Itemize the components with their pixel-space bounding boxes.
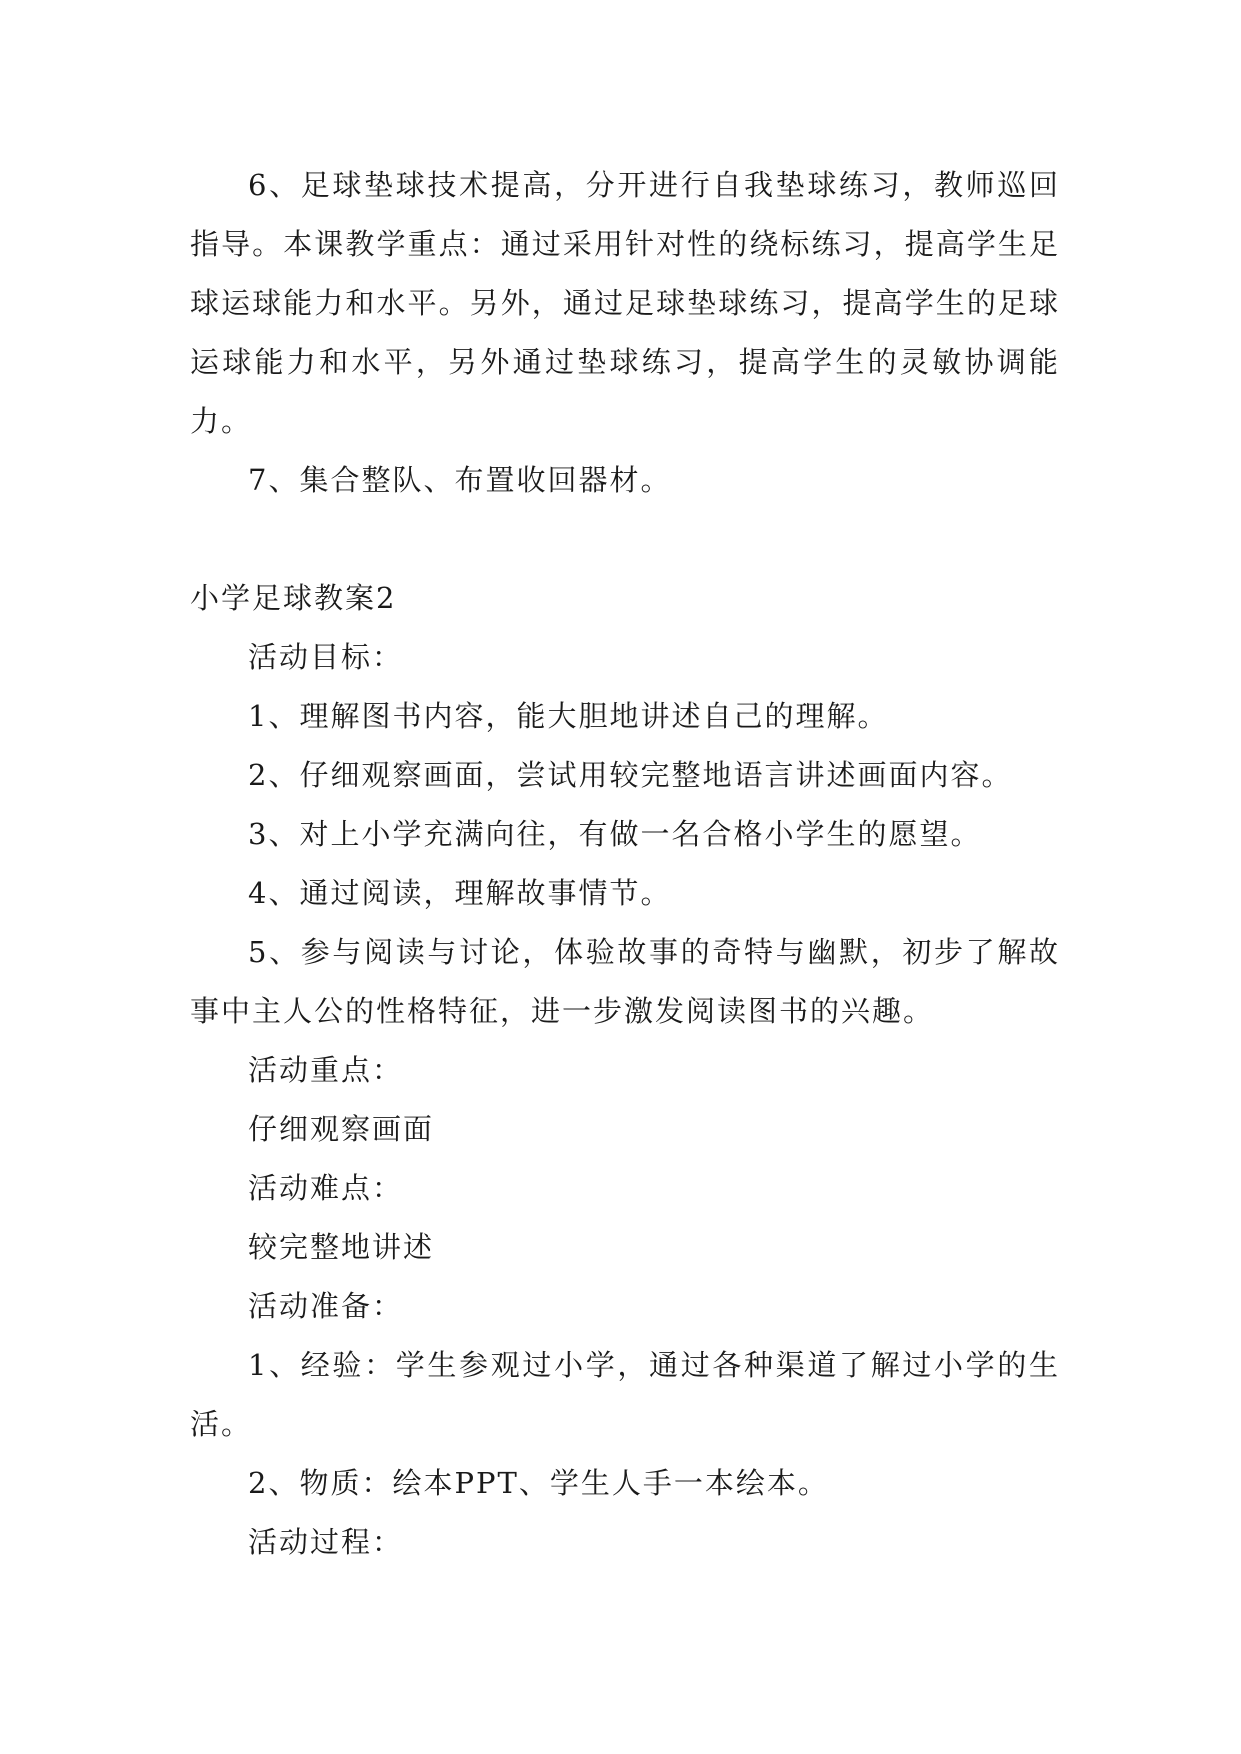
heading-activity-preparation: 活动准备： — [248, 1289, 404, 1323]
goal-item-5: 5、参与阅读与讨论，体验故事的奇特与幽默，初步了解故事中主人公的性格特征，进一步激发阅读图书的兴趣。 — [190, 935, 1060, 1028]
goal-item-3: 3、对上小学充满向往，有做一名合格小学生的愿望。 — [248, 817, 982, 851]
goal-item-1: 1、理解图书内容，能大胆地讲述自己的理解。 — [248, 699, 889, 733]
goal-item-2: 2、仔细观察画面，尝试用较完整地语言讲述画面内容。 — [248, 758, 1013, 792]
section-one — [190, 156, 1060, 510]
section-title: 小学足球教案2 — [190, 581, 397, 615]
heading-activity-process: 活动过程： — [248, 1525, 404, 1559]
section-two — [190, 569, 1060, 1572]
heading-activity-goals: 活动目标： — [248, 640, 404, 674]
heading-activity-focus: 活动重点： — [248, 1053, 404, 1087]
goal-item-4: 4、通过阅读，理解故事情节。 — [248, 876, 672, 910]
paragraph-step-7: 7、集合整队、布置收回器材。 — [248, 463, 672, 497]
paragraph-step-6: 6、足球垫球技术提高，分开进行自我垫球练习，教师巡回指导。本课教学重点：通过采用针对性的绕标练习，提高学生足球运球能力和水平。另外，通过足球垫球练习，提高学生的足球运球能力和水平，另外通过垫球练习，提高学生的灵敏协调能力。 — [190, 168, 1060, 438]
activity-difficulty-text: 较完整地讲述 — [248, 1230, 435, 1264]
preparation-item-1: 1、经验：学生参观过小学，通过各种渠道了解过小学的生活。 — [190, 1348, 1060, 1441]
heading-activity-difficulty: 活动难点： — [248, 1171, 404, 1205]
preparation-item-2: 2、物质：绘本PPT、学生人手一本绘本。 — [248, 1466, 829, 1500]
activity-focus-text: 仔细观察画面 — [248, 1112, 435, 1146]
